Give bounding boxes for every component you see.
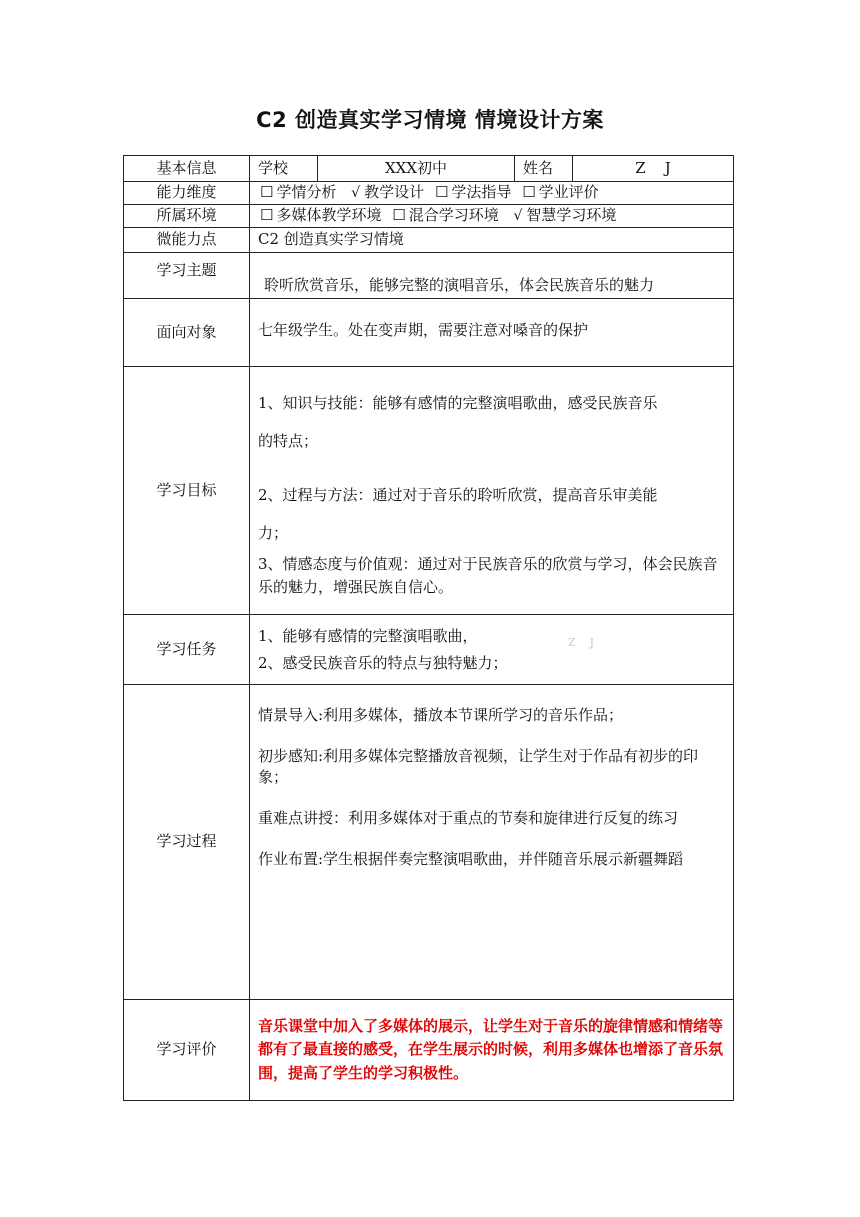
process-step: 作业布置:学生根据伴奏完整演唱歌曲，并伴随音乐展示新疆舞蹈 bbox=[258, 850, 684, 868]
checkbox-icon[interactable]: ☐ bbox=[522, 183, 536, 202]
label-name: 姓名 bbox=[515, 156, 573, 182]
ability-option: √ 教学设计 bbox=[351, 183, 425, 202]
label-audience: 面向对象 bbox=[124, 299, 250, 367]
goal-line: 力； bbox=[258, 523, 289, 542]
label-evaluation: 学习评价 bbox=[124, 1000, 250, 1101]
label-environment: 所属环境 bbox=[124, 205, 250, 228]
value-tasks bbox=[250, 615, 734, 685]
process-step: 初步感知:利用多媒体完整播放音视频，让学生对于作品有初步的印象； bbox=[258, 747, 699, 786]
row-evaluation bbox=[124, 1000, 734, 1101]
page-title: C2 创造真实学习情境 情境设计方案 bbox=[256, 108, 604, 132]
value-name: Z J bbox=[573, 156, 734, 182]
label-goals: 学习目标 bbox=[124, 367, 250, 615]
row-theme bbox=[124, 253, 734, 299]
checkmark-icon[interactable]: √ bbox=[513, 208, 523, 225]
ability-option: ☐ 学法指导 bbox=[434, 183, 512, 202]
label-ability: 能力维度 bbox=[124, 182, 250, 205]
value-process bbox=[250, 685, 734, 1000]
process-step: 情景导入:利用多媒体，播放本节课所学习的音乐作品； bbox=[258, 706, 624, 724]
label-tasks: 学习任务 bbox=[124, 615, 250, 685]
label-theme: 学习主题 bbox=[124, 253, 250, 299]
goal-line: 3、情感态度与价值观：通过对于民族音乐的欣赏与学习，体会民族音乐的魅力，增强民族自信心。 bbox=[258, 554, 718, 596]
task-line: 2、感受民族音乐的特点与独特魅力； bbox=[258, 653, 508, 672]
label-micro: 微能力点 bbox=[124, 228, 250, 253]
row-tasks bbox=[124, 615, 734, 685]
ability-options bbox=[250, 182, 734, 205]
row-process bbox=[124, 685, 734, 1000]
value-audience: 七年级学生。处在变声期，需要注意对嗓音的保护 bbox=[250, 299, 734, 367]
label-school: 学校 bbox=[250, 156, 318, 182]
goal-line: 的特点； bbox=[258, 431, 319, 450]
row-ability bbox=[124, 182, 734, 205]
process-step: 重难点讲授：利用多媒体对于重点的节奏和旋律进行反复的练习 bbox=[258, 809, 679, 827]
goal-line: 2、过程与方法：通过对于音乐的聆听欣赏，提高音乐审美能 bbox=[258, 485, 658, 504]
row-basic bbox=[124, 156, 734, 182]
value-evaluation: 音乐课堂中加入了多媒体的展示，让学生对于音乐的旋律情感和情绪等都有了最直接的感受，在学生展示的时候，利用多媒体也增添了音乐氛围，提高了学生的学习积极性。 bbox=[250, 1000, 734, 1101]
task-line: 1、能够有感情的完整演唱歌曲， bbox=[258, 626, 478, 645]
checkbox-icon[interactable]: ☐ bbox=[260, 206, 274, 225]
value-goals bbox=[250, 367, 734, 615]
environment-option: ☐ 混合学习环境 bbox=[392, 206, 499, 225]
design-table bbox=[123, 155, 734, 1101]
ability-option: ☐ 学情分析 bbox=[260, 183, 337, 202]
label-basic: 基本信息 bbox=[124, 156, 250, 182]
environment-option: ☐ 多媒体教学环境 bbox=[260, 206, 382, 225]
value-school: XXX初中 bbox=[318, 156, 515, 182]
row-environment bbox=[124, 205, 734, 228]
row-goals bbox=[124, 367, 734, 615]
label-process: 学习过程 bbox=[124, 685, 250, 1000]
value-theme: 聆听欣赏音乐，能够完整的演唱音乐，体会民族音乐的魅力 bbox=[250, 253, 734, 299]
row-micro bbox=[124, 228, 734, 253]
checkbox-icon[interactable]: ☐ bbox=[434, 183, 449, 202]
faint-mark: Z J bbox=[568, 636, 595, 649]
value-micro: C2 创造真实学习情境 bbox=[250, 228, 734, 253]
goal-line: 1、知识与技能：能够有感情的完整演唱歌曲，感受民族音乐 bbox=[258, 393, 658, 412]
checkmark-icon[interactable]: √ bbox=[351, 185, 361, 202]
ability-option: ☐ 学业评价 bbox=[522, 183, 599, 202]
checkbox-icon[interactable]: ☐ bbox=[260, 183, 274, 202]
row-audience bbox=[124, 299, 734, 367]
checkbox-icon[interactable]: ☐ bbox=[392, 206, 406, 225]
environment-options bbox=[250, 205, 734, 228]
environment-option: √ 智慧学习环境 bbox=[513, 206, 617, 225]
